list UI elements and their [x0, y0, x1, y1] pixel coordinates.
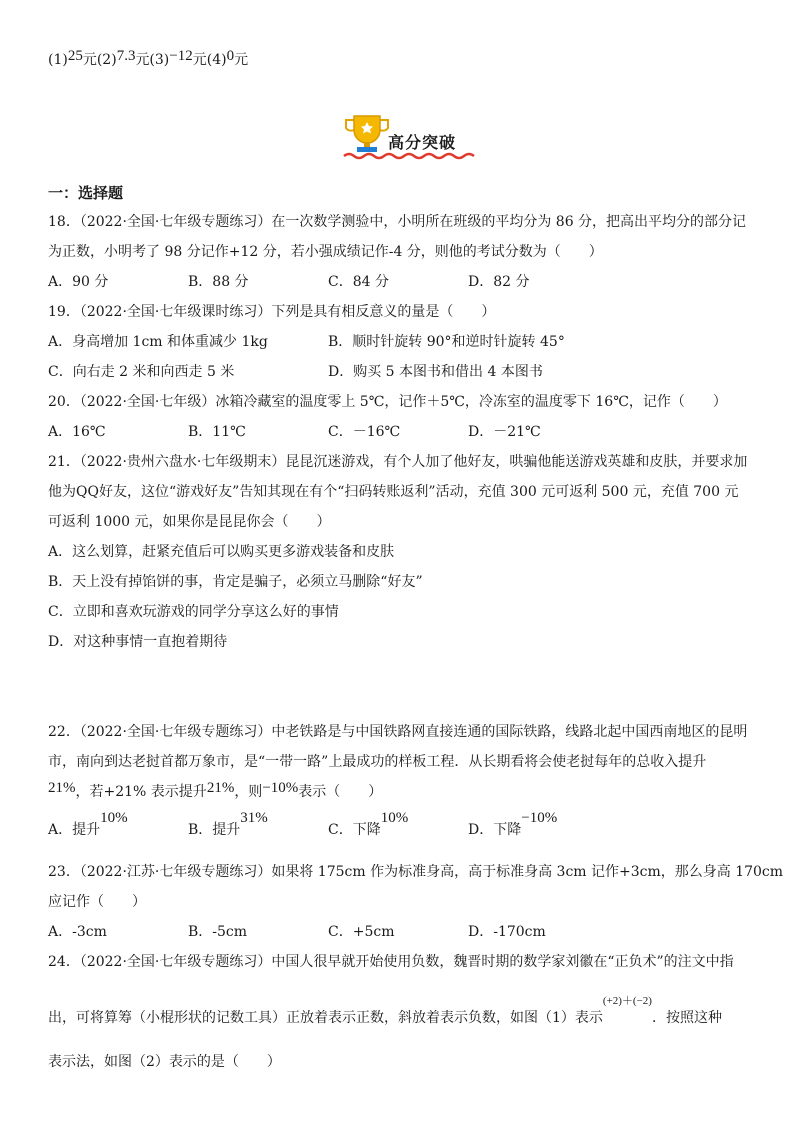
answer-label-3: 元(3): [135, 52, 170, 68]
q22-option-b-label: B．提升: [188, 822, 241, 838]
q18-option-c: C．84 分: [328, 274, 389, 290]
q22-math-21pct-a: 21%: [48, 780, 76, 796]
q22-text-2: ，则: [234, 784, 263, 800]
q19-option-a: A．身高增加 1cm 和体重减少 1kg: [48, 334, 268, 350]
q21-option-a: A．这么划算，赶紧充值后可以购买更多游戏装备和皮肤: [48, 544, 395, 560]
q21-line-2: 他为QQ好友，这位“游戏好友”告知其现在有个“扫码转账返利”活动，充值 300 元可返利 500 元，充值 700 元: [48, 484, 739, 500]
answer-value-2: 7.3: [116, 48, 136, 64]
q22-option-c: [328, 810, 409, 840]
q21-option-c: C．立即和喜欢玩游戏的同学分享这么好的事情: [48, 604, 339, 620]
q18-line-1: 18．（2022·全国·七年级专题练习）在一次数学测验中，小明所在班级的平均分为 86 分，把高出平均分的部分记: [48, 214, 747, 230]
q22-line-3: [48, 782, 382, 802]
q22-option-b-value: 31%: [240, 810, 268, 826]
answer-label-1: (1): [48, 52, 68, 68]
q22-option-a-value: 10%: [100, 810, 128, 826]
answer-label-2: 元(2): [82, 52, 117, 68]
q18-line-2: 为正数，小明考了 98 分记作+12 分，若小强成绩记作-4 分，则他的考试分数为（ ）: [48, 244, 603, 260]
q18-option-b: B．88 分: [188, 274, 249, 290]
answer-unit-4: 元: [234, 52, 249, 68]
q21-line-1: 21．（2022·贵州六盘水·七年级期末）昆昆沉迷游戏，有个人加了他好友，哄骗他能送游戏英雄和皮肤，并要求加: [48, 454, 748, 470]
q19-option-b: B．顺时针旋转 90°和逆时针旋转 45°: [328, 334, 565, 350]
q19-line-1: 19．（2022·全国·七年级课时练习）下列是具有相反意义的量是（ ）: [48, 304, 496, 320]
q20-option-d: D．－21℃: [468, 424, 541, 440]
q19-option-c: C．向右走 2 米和向西走 5 米: [48, 364, 235, 380]
q18-option-a: A．90 分: [48, 274, 109, 290]
q23-option-d: D．-170cm: [468, 924, 546, 940]
q22-option-d-label: D．下降: [468, 822, 522, 838]
q22-option-d-value: −10%: [521, 810, 558, 826]
q23-option-a: A．-3cm: [48, 924, 107, 940]
q23-line-2: 应记作（ ）: [48, 894, 146, 910]
q21-option-d: D．对这种事情一直抱着期待: [48, 634, 228, 650]
q22-option-a-label: A．提升: [48, 822, 101, 838]
q22-option-c-label: C．下降: [328, 822, 381, 838]
q23-line-1: 23．（2022·江苏·七年级专题练习）如果将 175cm 作为标准身高，高于标准身高 3cm 记作+3cm，那么身高 170cm: [48, 864, 784, 880]
q24-line-2: [48, 995, 722, 1029]
answer-label-4: 元(4): [192, 52, 227, 68]
q20-option-a: A．16℃: [48, 424, 106, 440]
answer-value-3: −12: [169, 48, 193, 64]
answer-line: [48, 50, 248, 70]
q19-option-d: D．购买 5 本图书和借出 4 本图书: [328, 364, 543, 380]
q24-line-1: 24．（2022·全国·七年级专题练习）中国人很早就开始使用负数，魏晋时期的数学家刘徽在“正负术”的注文中指: [48, 954, 734, 970]
q22-line-2: 市，南向到达老挝首都万象市，是“一带一路”上最成功的样板工程．从长期看将会使老挝每年的总收入提升: [48, 754, 707, 770]
q23-option-c: C．+5cm: [328, 924, 395, 940]
q24-line-2-text: 出，可将算筹（小棍形状的记数工具）正放着表示正数，斜放着表示负数，如图（1）表示: [48, 1010, 603, 1026]
q24-line-3: 表示法，如图（2）表示的是（ ）: [48, 1054, 281, 1070]
q22-option-b: [188, 810, 268, 840]
answer-value-4: 0: [226, 48, 235, 64]
q23-option-b: B．-5cm: [188, 924, 248, 940]
q22-option-c-value: 10%: [380, 810, 409, 826]
banner-title: 高分突破: [388, 133, 457, 152]
q24-line-2-tail: ．按照这种: [651, 1010, 722, 1026]
q22-math-neg10pct: −10%: [262, 780, 299, 796]
answer-value-1: 25: [67, 48, 83, 64]
q20-option-b: B．11℃: [188, 424, 246, 440]
q21-line-3: 可返利 1000 元，如果你是昆昆你会（ ）: [48, 514, 331, 530]
q22-option-d: [468, 810, 558, 840]
q24-expression: (+2)＋(−2): [602, 995, 652, 1007]
section-heading: 一：选择题: [48, 184, 124, 202]
q22-option-a: [48, 810, 128, 840]
q21-option-b: B．天上没有掉馅饼的事，肯定是骗子，必须立马删除“好友”: [48, 574, 423, 590]
q20-line-1: 20．（2022·全国·七年级）冰箱冷藏室的温度零上 5℃，记作＋5℃，冷冻室的温度零下 16℃，记作（ ）: [48, 394, 727, 410]
q22-text-1: ，若+21% 表示提升: [75, 784, 207, 800]
q22-line-1: 22．（2022·全国·七年级专题练习）中老铁路是与中国铁路网直接连通的国际铁路，线路北起中国西南地区的昆明: [48, 724, 748, 740]
q20-option-c: C．－16℃: [328, 424, 401, 440]
q18-option-d: D．82 分: [468, 274, 530, 290]
q22-text-3: 表示（ ）: [298, 784, 383, 800]
q22-math-21pct-b: 21%: [206, 780, 235, 796]
